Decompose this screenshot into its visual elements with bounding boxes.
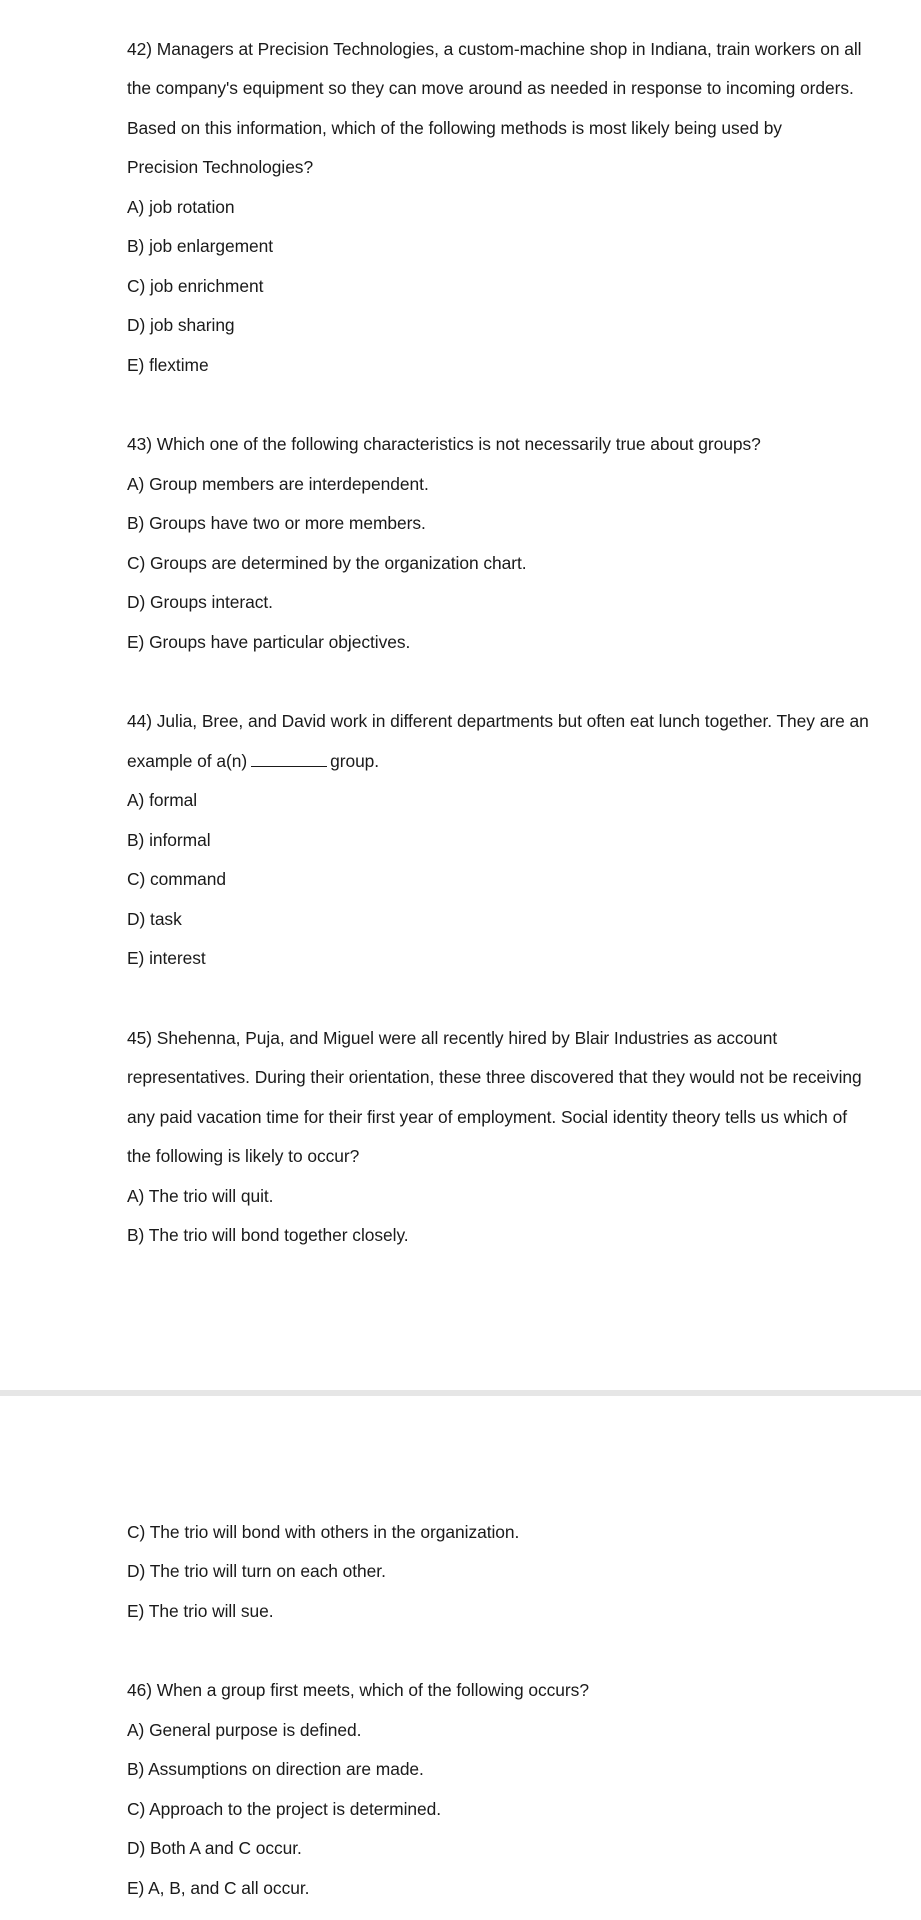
question-45-stem-line-3: any paid vacation time for their first year of employment. Social identity theory tells us which of [127, 1107, 847, 1127]
question-45-option-c: C) The trio will bond with others in the organization. [127, 1522, 520, 1542]
question-42-option-a: A) job rotation [127, 197, 235, 217]
question-45-stem-line-4: the following is likely to occur? [127, 1146, 360, 1166]
question-44-option-c: C) command [127, 869, 227, 889]
question-44-option-e: E) interest [127, 948, 206, 968]
question-44-stem-line-1: 44) Julia, Bree, and David work in different departments but often eat lunch together. They are an [127, 711, 869, 731]
question-43-option-c: C) Groups are determined by the organization chart. [127, 553, 527, 573]
question-42-option-d: D) job sharing [127, 315, 235, 335]
question-46-option-c: C) Approach to the project is determined. [127, 1799, 442, 1819]
question-43-option-b: B) Groups have two or more members. [127, 513, 426, 533]
question-42-stem-line-4: Precision Technologies? [127, 157, 314, 177]
question-44-option-b: B) informal [127, 830, 211, 850]
question-45-stem-line-1: 45) Shehenna, Puja, and Miguel were all recently hired by Blair Industries as account [127, 1028, 778, 1048]
question-42-stem-line-1: 42) Managers at Precision Technologies, a custom-machine shop in Indiana, train workers on all [127, 39, 862, 59]
question-42-stem-line-3: Based on this information, which of the following methods is most likely being used by [127, 118, 782, 138]
question-44-stem-before-blank: example of a(n) [127, 751, 248, 771]
question-42-option-e: E) flextime [127, 355, 209, 375]
document-page-2 [0, 1396, 921, 1920]
question-42-option-c: C) job enrichment [127, 276, 264, 296]
question-44-option-d: D) task [127, 909, 182, 929]
question-42-stem-line-2: the company's equipment so they can move around as needed in response to incoming orders. [127, 78, 854, 98]
answer-blank [251, 752, 327, 767]
question-46-option-a: A) General purpose is defined. [127, 1720, 362, 1740]
question-44-stem-after-blank: group. [330, 751, 380, 771]
question-45-option-e: E) The trio will sue. [127, 1601, 274, 1621]
question-42-option-b: B) job enlargement [127, 236, 274, 256]
question-46-stem-line-1: 46) When a group first meets, which of the following occurs? [127, 1680, 589, 1700]
question-43-option-d: D) Groups interact. [127, 592, 273, 612]
question-45-option-d: D) The trio will turn on each other. [127, 1561, 386, 1581]
question-43-stem-line-1: 43) Which one of the following characteristics is not necessarily true about groups? [127, 434, 761, 454]
question-44-option-a: A) formal [127, 790, 198, 810]
question-46-option-e: E) A, B, and C all occur. [127, 1878, 310, 1898]
question-44-stem-line-2 [127, 749, 379, 773]
question-43-option-e: E) Groups have particular objectives. [127, 632, 411, 652]
question-46-option-b: B) Assumptions on direction are made. [127, 1759, 424, 1779]
question-46-option-d: D) Both A and C occur. [127, 1838, 302, 1858]
question-43-option-a: A) Group members are interdependent. [127, 474, 429, 494]
question-45-option-a: A) The trio will quit. [127, 1186, 274, 1206]
question-45-stem-line-2: representatives. During their orientation, these three discovered that they would not be receiving [127, 1067, 862, 1087]
question-45-option-b: B) The trio will bond together closely. [127, 1225, 409, 1245]
